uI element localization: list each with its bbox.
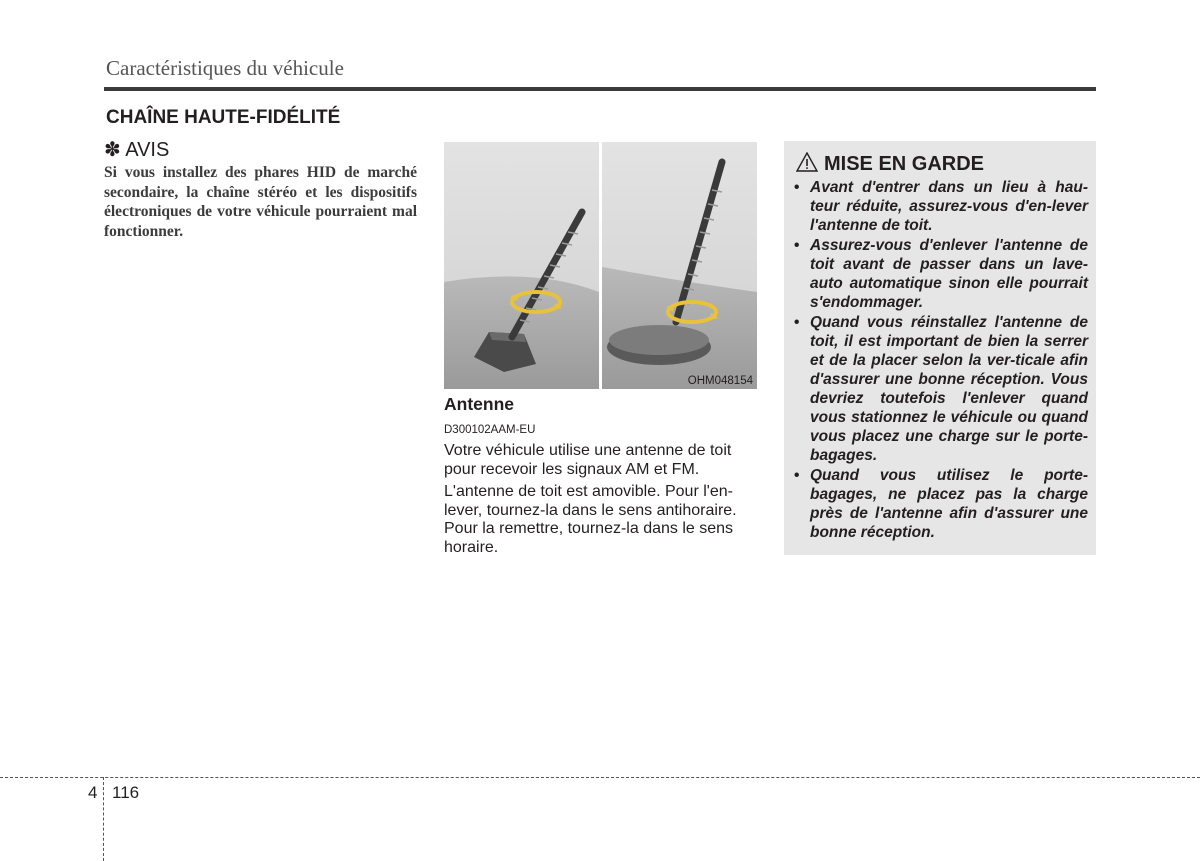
warning-heading [796,152,984,176]
warning-list [792,178,1088,543]
antenne-title: Antenne [444,394,514,414]
figure-code: OHM048154 [687,375,753,387]
avis-text: Si vous installez des phares HID de marché secondaire, la chaîne stéréo et les dispositifs électroniques de votre véhicule pourraient mal fonctionner. [104,164,417,240]
section-title: CHAÎNE HAUTE-FIDÉLITÉ [106,107,341,128]
bullet-icon: • [794,237,800,254]
bullet-icon: • [794,314,800,331]
page-number: 116 [112,783,140,802]
running-header: Caractéristiques du véhicule [106,56,344,80]
antenna-illustration [444,142,757,389]
chapter-number: 4 [88,783,98,802]
header-rule [104,87,1096,91]
antenna-drawing [444,142,757,389]
avis-heading: ✽ AVIS [104,139,170,161]
footer-rule [0,777,1200,778]
reference-code: D300102AAM-EU [444,424,536,436]
warning-item: • Quand vous utilisez le porte-bagages, ne placez pas la charge près de l'antenne afin d'assurer une bonne réception. [794,467,1088,541]
warning-triangle-icon [796,152,818,172]
antenne-paragraph: L'antenne de toit est amovible. Pour l'en-lever, tournez-la dans le sens antihoraire. Pour la remettre, tournez-la dans le sens horaire. [444,483,737,556]
warning-item: • Quand vous réinstallez l'antenne de toit, il est important de bien la serrer et de la placer selon la ver-ticale afin d'assurer une bonne réception. Vous devriez toutefois l'enlever quand vous stationnez le véhicule ou quand vous placez une charge sur le porte-bagages. [794,314,1088,464]
warning-item: • Assurez-vous d'enlever l'antenne de toit avant de passer dans un lave-auto automatique sinon elle pourrait s'endommager. [794,237,1088,311]
bullet-icon: • [794,179,800,196]
footer-divider [103,777,104,861]
warning-item: • Avant d'entrer dans un lieu à hau-teur réduite, assurez-vous d'en-lever l'antenne de toit. [794,179,1088,234]
antenne-paragraph: Votre véhicule utilise une antenne de toit pour recevoir les signaux AM et FM. [444,442,732,478]
warning-heading-text: MISE EN GARDE [824,153,985,175]
warning-box [784,141,1096,555]
bullet-icon: • [794,467,800,484]
